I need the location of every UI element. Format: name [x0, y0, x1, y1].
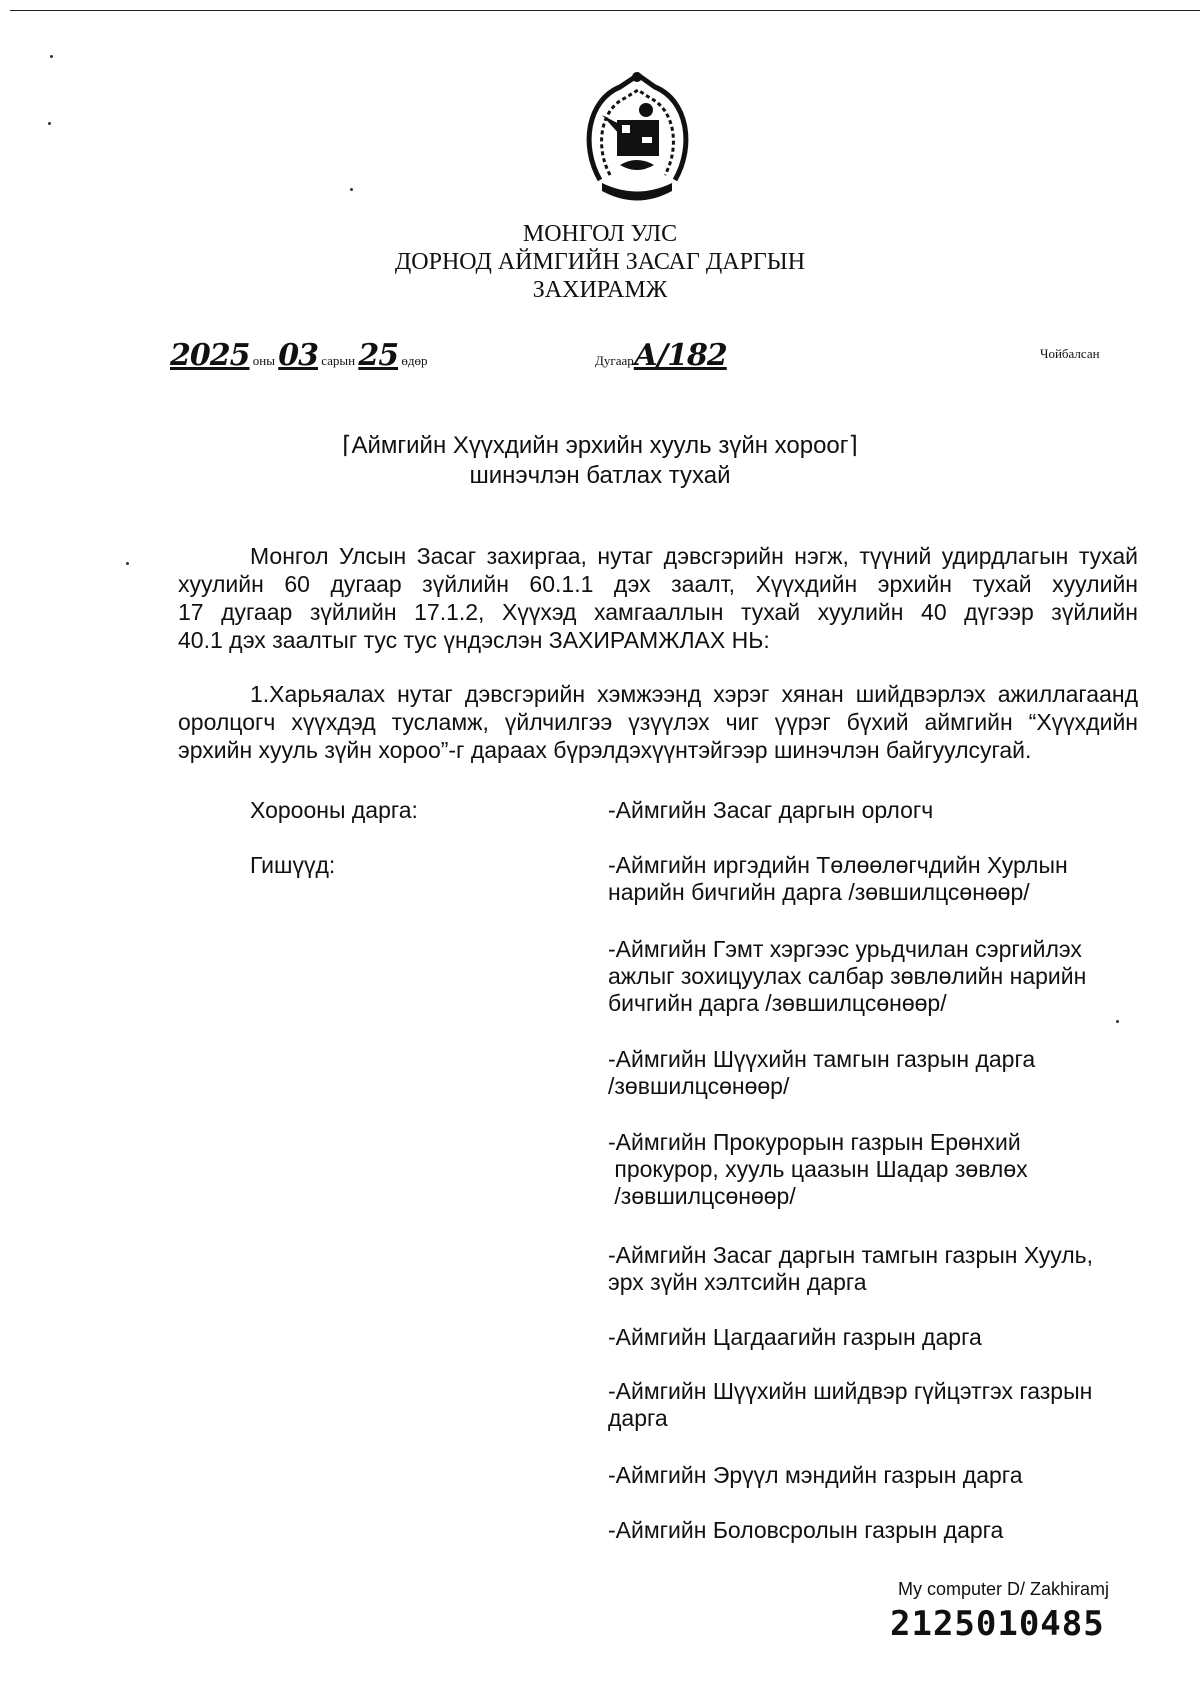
header-country: МОНГОЛ УЛС	[522, 221, 678, 247]
scan-speck	[48, 122, 51, 125]
paragraph-line: 40.1 дэх заалтыг тус тус үндэслэн ЗАХИРАМЖЛАХ НЬ:	[178, 627, 770, 653]
header-office: ДОРНОД АЙМГИЙН ЗАСАГ ДАРГЫН	[394, 249, 806, 275]
document-date	[170, 338, 427, 373]
document-city: Чойбалсан	[1040, 346, 1100, 361]
member-item	[608, 1046, 1133, 1100]
paragraph-line: эрхийн хууль зүйн хороо”-г дараах бүрэлдэхүүнтэйгээр шинэчлэн байгуулсугай.	[178, 737, 1032, 763]
paragraph-decision-1	[178, 680, 1138, 764]
scan-speck	[50, 55, 53, 58]
date-month-label: сарын	[321, 353, 356, 368]
paragraph-line: хуулийн 60 дугаар зүйлийн 60.1.1 дэх заалт, Хүүхдийн эрхийн тухай хуулийн	[178, 571, 1138, 597]
member-line: -Аймгийн Шүүхийн тамгын газрын дарга	[608, 1046, 1036, 1072]
member-line: бичгийн дарга /зөвшилцсөнөөр/	[608, 990, 947, 1016]
member-line: /зөвшилцсөнөөр/	[608, 1183, 796, 1209]
header-doc-type: ЗАХИРАМЖ	[532, 277, 668, 303]
paragraph-line: 1.Харьяалах нутаг дэвсгэрийн хэмжээнд хэрэг хянан шийдвэрлэх ажиллагаанд	[250, 681, 1138, 707]
member-line: -Аймгийн Эрүүл мэндийн газрын дарга	[608, 1462, 1023, 1488]
member-item	[608, 1378, 1133, 1432]
paragraph-preamble	[178, 542, 1138, 654]
paragraph-line: 17 дугаар зүйлийн 17.1.2, Хүүхэд хамгааллын тухай хуулийн 40 дүгээр зүйлийн	[178, 599, 1138, 625]
member-item	[608, 852, 1133, 906]
scan-speck	[1116, 1020, 1119, 1023]
number-value: А/182	[633, 338, 727, 373]
date-month: 03	[278, 338, 318, 373]
member-line: -Аймгийн Гэмт хэргээс урьдчилан сэргийлэх	[608, 936, 1082, 962]
scan-speck	[126, 562, 129, 565]
date-day-label: өдөр	[401, 353, 428, 368]
member-line: -Аймгийн Боловсролын газрын дарга	[608, 1517, 1004, 1543]
member-line: эрх зүйн хэлтсийн дарга	[608, 1269, 867, 1295]
member-line: -Аймгийн Прокурорын газрын Ерөнхий	[608, 1129, 1021, 1155]
member-line: ажлыг зохицуулах салбар зөвлөлийн нарийн	[608, 963, 1087, 989]
member-line: -Аймгийн Засаг даргын тамгын газрын Хууль,	[608, 1242, 1093, 1268]
paragraph-line: оролцогч хүүхдэд тусламж, үйлчилгээ үзүүлэх чиг үүрэг бүхий аймгийн “Хүүхдийн	[178, 709, 1138, 735]
top-border-line	[10, 10, 1200, 11]
chair-label: Хорооны дарга:	[250, 797, 418, 823]
member-line: -Аймгийн Шүүхийн шийдвэр гүйцэтгэх газрын	[608, 1378, 1093, 1404]
member-item	[608, 1462, 1133, 1489]
paragraph-line: Монгол Улсын Засаг захиргаа, нутаг дэвсгэрийн нэгж, түүний удирдлагын тухай	[250, 543, 1138, 569]
document-title-line2: шинэчлэн батлах тухай	[469, 462, 731, 489]
date-year: 2025	[170, 338, 250, 373]
member-line: -Аймгийн иргэдийн Төлөөлөгчдийн Хурлын	[608, 852, 1068, 878]
member-line: /зөвшилцсөнөөр/	[608, 1073, 790, 1099]
date-year-label: оны	[252, 353, 275, 368]
document-number	[595, 338, 727, 373]
members-label: Гишүүд:	[250, 852, 336, 878]
document-title-line1: ⌈Аймгийн Хүүхдийн эрхийн хууль зүйн хороог⌉	[342, 432, 858, 459]
member-line: нарийн бичгийн дарга /зөвшилцсөнөөр/	[608, 879, 1030, 905]
member-line: прокурор, хууль цаазын Шадар зөвлөх	[608, 1156, 1028, 1182]
footer-file-path: My computer D/ Zakhiramj	[898, 1579, 1110, 1599]
member-item	[608, 936, 1133, 1017]
document-barcode-number: 2125010485	[890, 1604, 1105, 1644]
member-line: -Аймгийн Цагдаагийн газрын дарга	[608, 1324, 982, 1350]
chair-value: -Аймгийн Засаг даргын орлогч	[608, 797, 934, 823]
member-item	[608, 1517, 1133, 1544]
state-emblem-icon	[580, 65, 695, 215]
member-item	[608, 1324, 1133, 1351]
scan-speck	[350, 188, 353, 191]
member-item	[608, 1129, 1133, 1210]
member-line: дарга	[608, 1405, 668, 1431]
date-day: 25	[358, 338, 399, 373]
number-label: Дугаар	[595, 353, 634, 368]
member-item	[608, 1242, 1133, 1296]
